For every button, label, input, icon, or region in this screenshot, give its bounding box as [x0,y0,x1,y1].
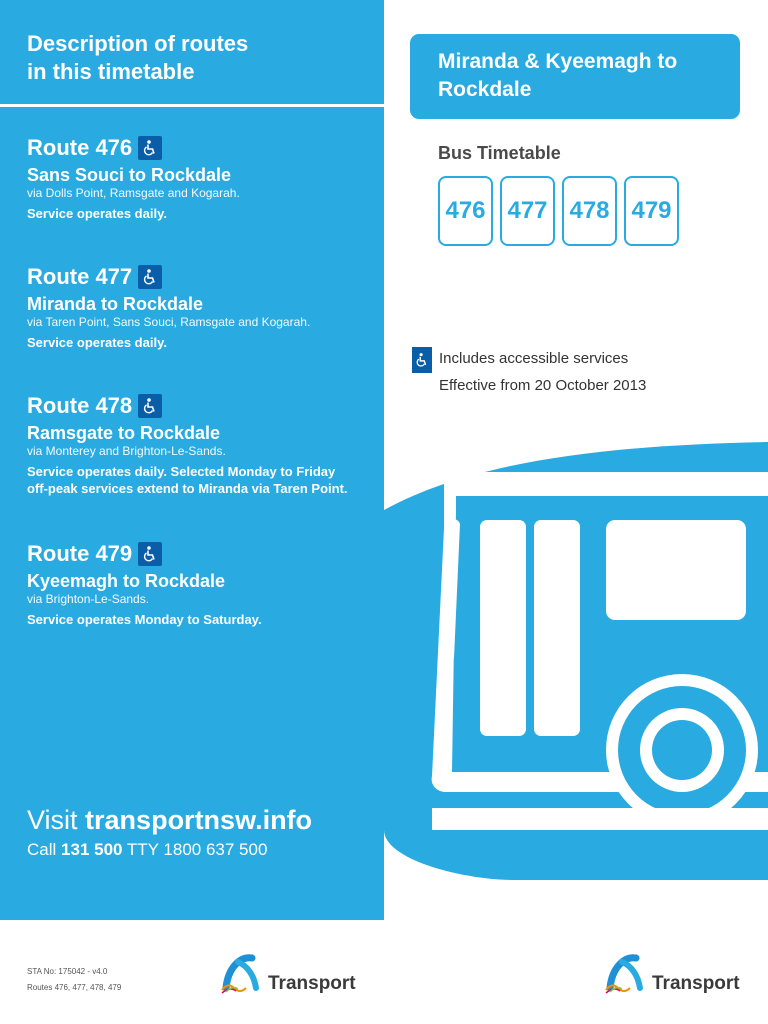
document-reference [27,964,121,996]
route-service: Service operates daily. [27,335,167,350]
sta-number: STA No: 175042 - v4.0 [27,967,108,976]
route-box-476: 476 [438,176,493,246]
route-via: via Taren Point, Sans Souci, Ramsgate and Kogarah. [27,315,311,329]
route-service: Service operates daily. [27,206,167,221]
transport-logo-icon [602,952,650,994]
route-via: via Dolls Point, Ramsgate and Kogarah. [27,186,240,200]
visit-prefix: Visit [27,805,78,835]
route-number: Route 477 [27,264,133,289]
route-478-block [27,392,377,497]
route-service-line2: off-peak services extend to Miranda via Taren Point. [27,481,348,496]
route-box-478: 478 [562,176,617,246]
route-name: Sans Souci to Rockdale [27,165,232,185]
call-number: 131 500 [61,840,123,859]
wheelchair-icon [138,394,162,418]
route-box-477: 477 [500,176,555,246]
call-info [27,838,267,862]
bus-timetable-heading: Bus Timetable [438,143,561,163]
timetable-title [438,48,728,104]
route-name: Miranda to Rockdale [27,294,204,314]
website-link[interactable]: transportnsw.info [85,805,313,835]
effective-date: Effective from 20 October 2013 [439,377,647,394]
title-divider [0,104,384,107]
route-number-boxes [438,176,679,246]
wheelchair-icon [412,347,432,373]
call-prefix: Call [27,840,57,859]
route-via: via Monterey and Brighton-Le-Sands. [27,444,226,458]
wheelchair-icon [138,542,162,566]
transport-logo-right [602,952,740,994]
routes-description-panel [0,0,384,920]
wheelchair-icon [138,265,162,289]
transport-logo-word: Transport [268,973,356,994]
route-number: Route 479 [27,541,133,566]
accessible-services-text: Includes accessible services [439,350,629,367]
route-service: Service operates Monday to Saturday. [27,612,262,627]
tty-number: TTY 1800 637 500 [126,840,268,859]
timetable-title-line1: Miranda & Kyeemagh to [438,50,678,73]
route-service [27,463,377,497]
transport-logo-left [218,952,356,994]
route-477-block [27,263,377,351]
route-479-block [27,540,377,628]
wheelchair-icon [138,136,162,160]
transport-logo-word: Transport [652,973,740,994]
visit-website [27,803,312,837]
route-name: Ramsgate to Rockdale [27,423,221,443]
route-number: Route 476 [27,135,133,160]
accessibility-note [412,345,646,399]
route-name: Kyeemagh to Rockdale [27,571,226,591]
route-via: via Brighton-Le-Sands. [27,592,150,606]
route-box-479: 479 [624,176,679,246]
routes-reference: Routes 476, 477, 478, 479 [27,983,122,992]
route-number: Route 478 [27,393,133,418]
routes-description-title-line1: Description of routes [27,31,249,56]
routes-description-title [27,30,357,86]
cover-panel [384,0,768,1024]
route-service-line1: Service operates daily. Selected Monday to Friday [27,464,336,479]
routes-description-title-line2: in this timetable [27,59,195,84]
timetable-title-box [410,34,740,119]
transport-logo-icon [218,952,266,994]
bus-illustration [384,400,768,900]
timetable-title-line2: Rockdale [438,78,532,101]
route-476-block [27,134,377,222]
